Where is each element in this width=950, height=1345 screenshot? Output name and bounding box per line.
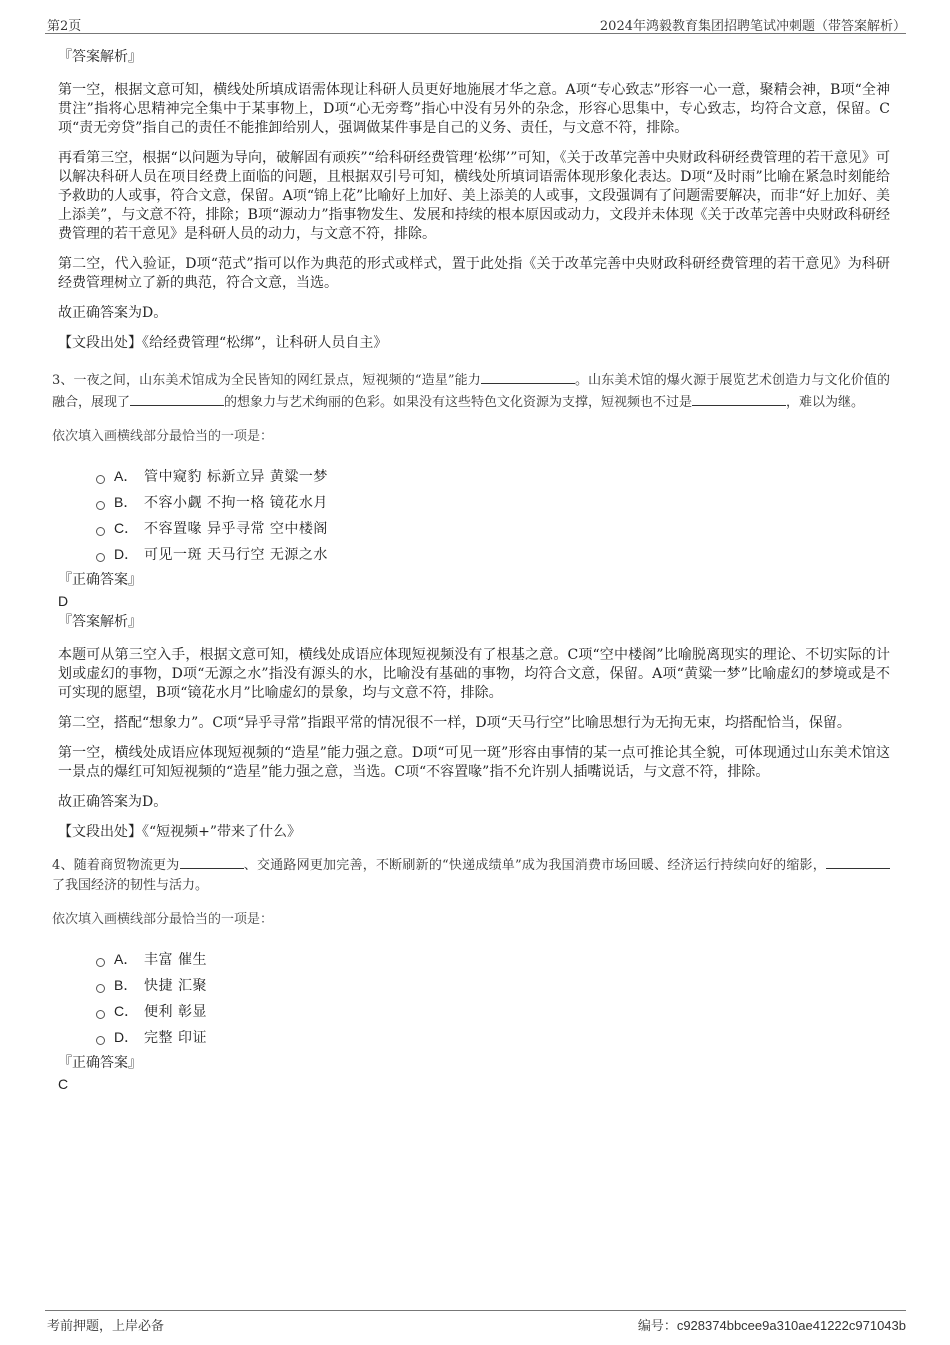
option-c[interactable]: C． 便利 彰显 bbox=[96, 998, 890, 1024]
analysis-paragraph: 第二空，代入验证，D项“范式”指可以作为典范的形式或样式，置于此处指《关于改革完善中央财政科研经费管理的若干意见》为科研经费管理树立了新的典范，符合文意，当选。 bbox=[58, 256, 890, 291]
question-3-prompt: 依次填入画横线部分最恰当的一项是： bbox=[52, 429, 274, 444]
question-3-options bbox=[96, 463, 890, 567]
radio-button[interactable] bbox=[96, 1010, 105, 1019]
option-d[interactable]: D． 可见一斑 天马行空 无源之水 bbox=[96, 541, 890, 567]
radio-button[interactable] bbox=[96, 1036, 105, 1045]
radio-button[interactable] bbox=[96, 475, 105, 484]
question-4-stem: 4、随着商贸物流更为 、交通路网更加完善，不断刷新的“快递成绩单”成为我国消费市场回暖、经济运行持续向好的缩影，了我国经济的韧性与活力。 bbox=[52, 854, 890, 896]
radio-button[interactable] bbox=[96, 958, 105, 967]
correct-answer: C bbox=[58, 1076, 69, 1092]
analysis-conclusion: 故正确答案为D。 bbox=[58, 305, 168, 321]
analysis-paragraph: 第一空，根据文意可知，横线处所填成语需体现让科研人员更好地施展才华之意。A项“专心致志”形容一心一意，聚精会神，B项“全神贯注”指将心思精神完全集中于某事物上，D项“心无旁骛”指心中没有另外的杂念，形容心思集中，专心致志，均符合文意，保留。C项“责无旁贷”指自己的责任不能推卸给别人，强调做某件事是自己的义务、责任，与文意不符，排除。 bbox=[58, 82, 890, 136]
document-title: 2024年鸿毅教育集团招聘笔试冲刺题（带答案解析） bbox=[599, 19, 906, 34]
analysis-label: 『答案解析』 bbox=[58, 614, 142, 630]
analysis-label: 『答案解析』 bbox=[58, 49, 142, 65]
answer-blank bbox=[130, 391, 224, 406]
radio-button[interactable] bbox=[96, 553, 105, 562]
option-c[interactable]: C． 不容置喙 异乎寻常 空中楼阁 bbox=[96, 515, 890, 541]
answer-blank bbox=[826, 854, 890, 869]
analysis-paragraph: 第一空，横线处成语应体现短视频的“造星”能力强之意。D项“可见一斑”形容由事情的某一点可推论其全貌，可体现通过山东美术馆这一景点的爆红可知短视频的“造星”能力强之意，当选。C项“不容置喙”指不允许别人插嘴说话，与文意不符，排除。 bbox=[58, 745, 890, 780]
analysis-paragraph: 第二空，搭配“想象力”。C项“异乎寻常”指跟平常的情况很不一样，D项“天马行空”比喻思想行为无拘无束，均搭配恰当，保留。 bbox=[58, 715, 851, 731]
analysis-conclusion: 故正确答案为D。 bbox=[58, 794, 168, 810]
answer-blank bbox=[481, 369, 575, 384]
correct-answer-label: 『正确答案』 bbox=[58, 572, 142, 588]
passage-source: 【文段出处】《给经费管理“松绑”，让科研人员自主》 bbox=[58, 335, 388, 351]
document-code: 编号：c928374bbcee9a310ae41222c971043b bbox=[637, 1318, 906, 1334]
passage-source: 【文段出处】《“短视频+”带来了什么》 bbox=[58, 824, 302, 840]
question-4-options bbox=[96, 946, 890, 1050]
answer-blank bbox=[692, 391, 786, 406]
correct-answer-label: 『正确答案』 bbox=[58, 1055, 142, 1071]
correct-answer: D bbox=[58, 593, 69, 609]
footer-divider bbox=[45, 1310, 906, 1311]
analysis-paragraph: 再看第三空，根据“以问题为导向，破解固有顽疾”“给科研经费管理‘松绑’”可知，《关于改革完善中央财政科研经费管理的若干意见》可以解决科研人员在项目经费上面临的问题，且根据双引号可知，横线处所填词语需体现形象化表达。D项“及时雨”比喻在紧急时刻能给予救助的人或事，符合文意，保留。A项“锦上花”比喻好上加好、美上添美的人或事，文段强调有了问题需要解决，而非“好上加好、美上添美”，与文意不符，排除；B项“源动力”指事物发生、发展和持续的根本原因或动力，文段并未体现《关于改革完善中央财政科研经费管理的若干意见》是科研人员的动力，与文意不符，排除。 bbox=[58, 150, 890, 242]
option-b[interactable]: B． 不容小觑 不拘一格 镜花水月 bbox=[96, 489, 890, 515]
radio-button[interactable] bbox=[96, 501, 105, 510]
page-number: 第2页 bbox=[47, 19, 82, 34]
footer-slogan: 考前押题，上岸必备 bbox=[47, 1319, 165, 1334]
question-3-stem: 3、一夜之间，山东美术馆成为全民皆知的网红景点，短视频的“造星”能力 。山东美术馆的爆火源于展览艺术创造力与文化价值的融合，展现了 的想象力与艺术绚丽的色彩。如果没有这些特色文化资源为支撑，短视频也不过是 ，难以为继。 bbox=[52, 369, 890, 413]
question-4-prompt: 依次填入画横线部分最恰当的一项是： bbox=[52, 912, 274, 927]
option-b[interactable]: B． 快捷 汇聚 bbox=[96, 972, 890, 998]
analysis-paragraph: 本题可从第三空入手，根据文意可知，横线处成语应体现短视频没有了根基之意。C项“空中楼阁”比喻脱离现实的理论、不切实际的计划或虚幻的事物，D项“无源之水”指没有源头的水，比喻没有基础的事物，均符合文意，保留。A项“黄粱一梦”比喻虚幻的梦境或是不可实现的愿望，B项“镜花水月”比喻虚幻的景象，均与文意不符，排除。 bbox=[58, 647, 890, 701]
header-divider bbox=[45, 33, 906, 34]
radio-button[interactable] bbox=[96, 984, 105, 993]
option-a[interactable]: A． 丰富 催生 bbox=[96, 946, 890, 972]
page-content bbox=[52, 48, 890, 1096]
radio-button[interactable] bbox=[96, 527, 105, 536]
answer-blank bbox=[180, 854, 244, 869]
option-a[interactable]: A． 管中窥豹 标新立异 黄粱一梦 bbox=[96, 463, 890, 489]
option-d[interactable]: D． 完整 印证 bbox=[96, 1024, 890, 1050]
